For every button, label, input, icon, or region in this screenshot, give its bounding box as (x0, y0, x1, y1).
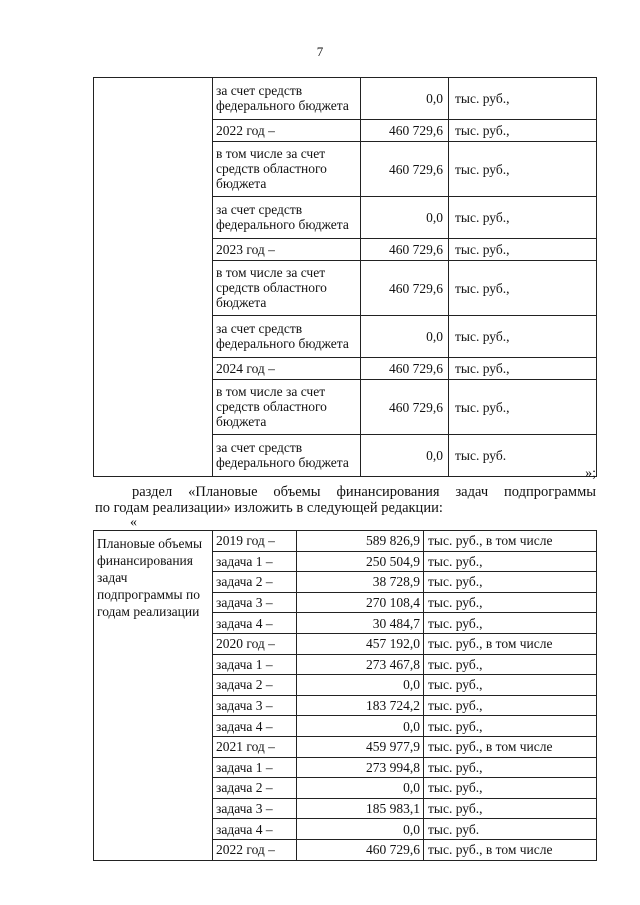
row-label: задача 4 – (213, 613, 297, 634)
row-value: 460 729,6 (361, 261, 449, 316)
row-value: 273 994,8 (297, 757, 424, 778)
section-header-cell: Плановые объемы финансирования задач подпрограммы по годам реализации (94, 531, 213, 861)
page-number: 7 (316, 44, 324, 59)
row-value: 250 504,9 (297, 551, 424, 572)
row-label: 2024 год – (213, 358, 361, 380)
row-value: 30 484,7 (297, 613, 424, 634)
row-unit: тыс. руб., (424, 572, 597, 593)
table-row (94, 78, 597, 120)
row-label: задача 4 – (213, 819, 297, 840)
row-value: 273 467,8 (297, 654, 424, 675)
row-unit: тыс. руб., (424, 757, 597, 778)
row-label: 2021 год – (213, 736, 297, 757)
row-label: в том числе за счет средств областного бюджета (213, 261, 361, 316)
paragraph-line-2: по годам реализации» изложить в следующей редакции: (95, 500, 443, 516)
paragraph-line-1: раздел «Плановые объемы финансирования задач подпрограммы (132, 484, 596, 500)
row-value: 460 729,6 (297, 839, 424, 860)
row-label: 2023 год – (213, 239, 361, 261)
row-value: 183 724,2 (297, 695, 424, 716)
row-value: 0,0 (297, 675, 424, 696)
row-label: 2022 год – (213, 839, 297, 860)
row-label: за счет средств федерального бюджета (213, 197, 361, 239)
row-value: 0,0 (361, 316, 449, 358)
row-unit: тыс. руб., (449, 358, 597, 380)
row-unit: тыс. руб., (449, 197, 597, 239)
row-value: 460 729,6 (361, 358, 449, 380)
row-label: задача 3 – (213, 798, 297, 819)
row-value: 185 983,1 (297, 798, 424, 819)
row-unit: тыс. руб., (449, 78, 597, 120)
row-unit: тыс. руб., (424, 695, 597, 716)
row-value: 0,0 (297, 716, 424, 737)
planned-funding-table (93, 530, 597, 861)
row-value: 270 108,4 (297, 592, 424, 613)
row-value: 460 729,6 (361, 239, 449, 261)
table-row (94, 531, 597, 552)
row-label: за счет средств федерального бюджета (213, 78, 361, 120)
row-unit: тыс. руб., в том числе (424, 839, 597, 860)
row-unit: тыс. руб., (449, 261, 597, 316)
row-value: 0,0 (297, 778, 424, 799)
row-unit: тыс. руб., (449, 380, 597, 435)
row-label: задача 2 – (213, 572, 297, 593)
row-value: 0,0 (361, 435, 449, 477)
row-label: 2019 год – (213, 531, 297, 552)
row-label: задача 1 – (213, 551, 297, 572)
row-label: за счет средств федерального бюджета (213, 435, 361, 477)
row-label: задача 2 – (213, 675, 297, 696)
row-unit: тыс. руб. (424, 819, 597, 840)
row-unit: тыс. руб., (449, 120, 597, 142)
closing-quote: »; (585, 466, 596, 481)
row-label: 2020 год – (213, 633, 297, 654)
row-label: задача 4 – (213, 716, 297, 737)
row-label: задача 3 – (213, 695, 297, 716)
funding-table-continued (93, 77, 597, 477)
row-unit: тыс. руб., (424, 716, 597, 737)
row-value: 457 192,0 (297, 633, 424, 654)
row-unit: тыс. руб., (424, 675, 597, 696)
row-unit: тыс. руб., (424, 613, 597, 634)
row-unit: тыс. руб., (449, 316, 597, 358)
row-unit: тыс. руб., (424, 798, 597, 819)
row-unit: тыс. руб., (424, 778, 597, 799)
row-label: за счет средств федерального бюджета (213, 316, 361, 358)
row-label: в том числе за счет средств областного бюджета (213, 142, 361, 197)
row-unit: тыс. руб., (449, 142, 597, 197)
row-unit: тыс. руб., в том числе (424, 736, 597, 757)
row-unit: тыс. руб., в том числе (424, 633, 597, 654)
row-unit: тыс. руб., (424, 654, 597, 675)
opening-quote: « (130, 515, 137, 530)
row-value: 460 729,6 (361, 380, 449, 435)
row-value: 0,0 (361, 197, 449, 239)
row-unit: тыс. руб. (449, 435, 597, 477)
amendment-paragraph (95, 484, 596, 516)
row-value: 460 729,6 (361, 142, 449, 197)
row-value: 0,0 (361, 78, 449, 120)
row-unit: тыс. руб., в том числе (424, 531, 597, 552)
row-label: 2022 год – (213, 120, 361, 142)
row-value: 589 826,9 (297, 531, 424, 552)
row-value: 0,0 (297, 819, 424, 840)
row-label: задача 1 – (213, 757, 297, 778)
row-label: задача 3 – (213, 592, 297, 613)
row-unit: тыс. руб., (449, 239, 597, 261)
row-label: задача 1 – (213, 654, 297, 675)
row-value: 38 728,9 (297, 572, 424, 593)
row-unit: тыс. руб., (424, 592, 597, 613)
row-label: задача 2 – (213, 778, 297, 799)
row-unit: тыс. руб., (424, 551, 597, 572)
row-value: 459 977,9 (297, 736, 424, 757)
empty-label-column (94, 78, 213, 477)
row-value: 460 729,6 (361, 120, 449, 142)
row-label: в том числе за счет средств областного бюджета (213, 380, 361, 435)
